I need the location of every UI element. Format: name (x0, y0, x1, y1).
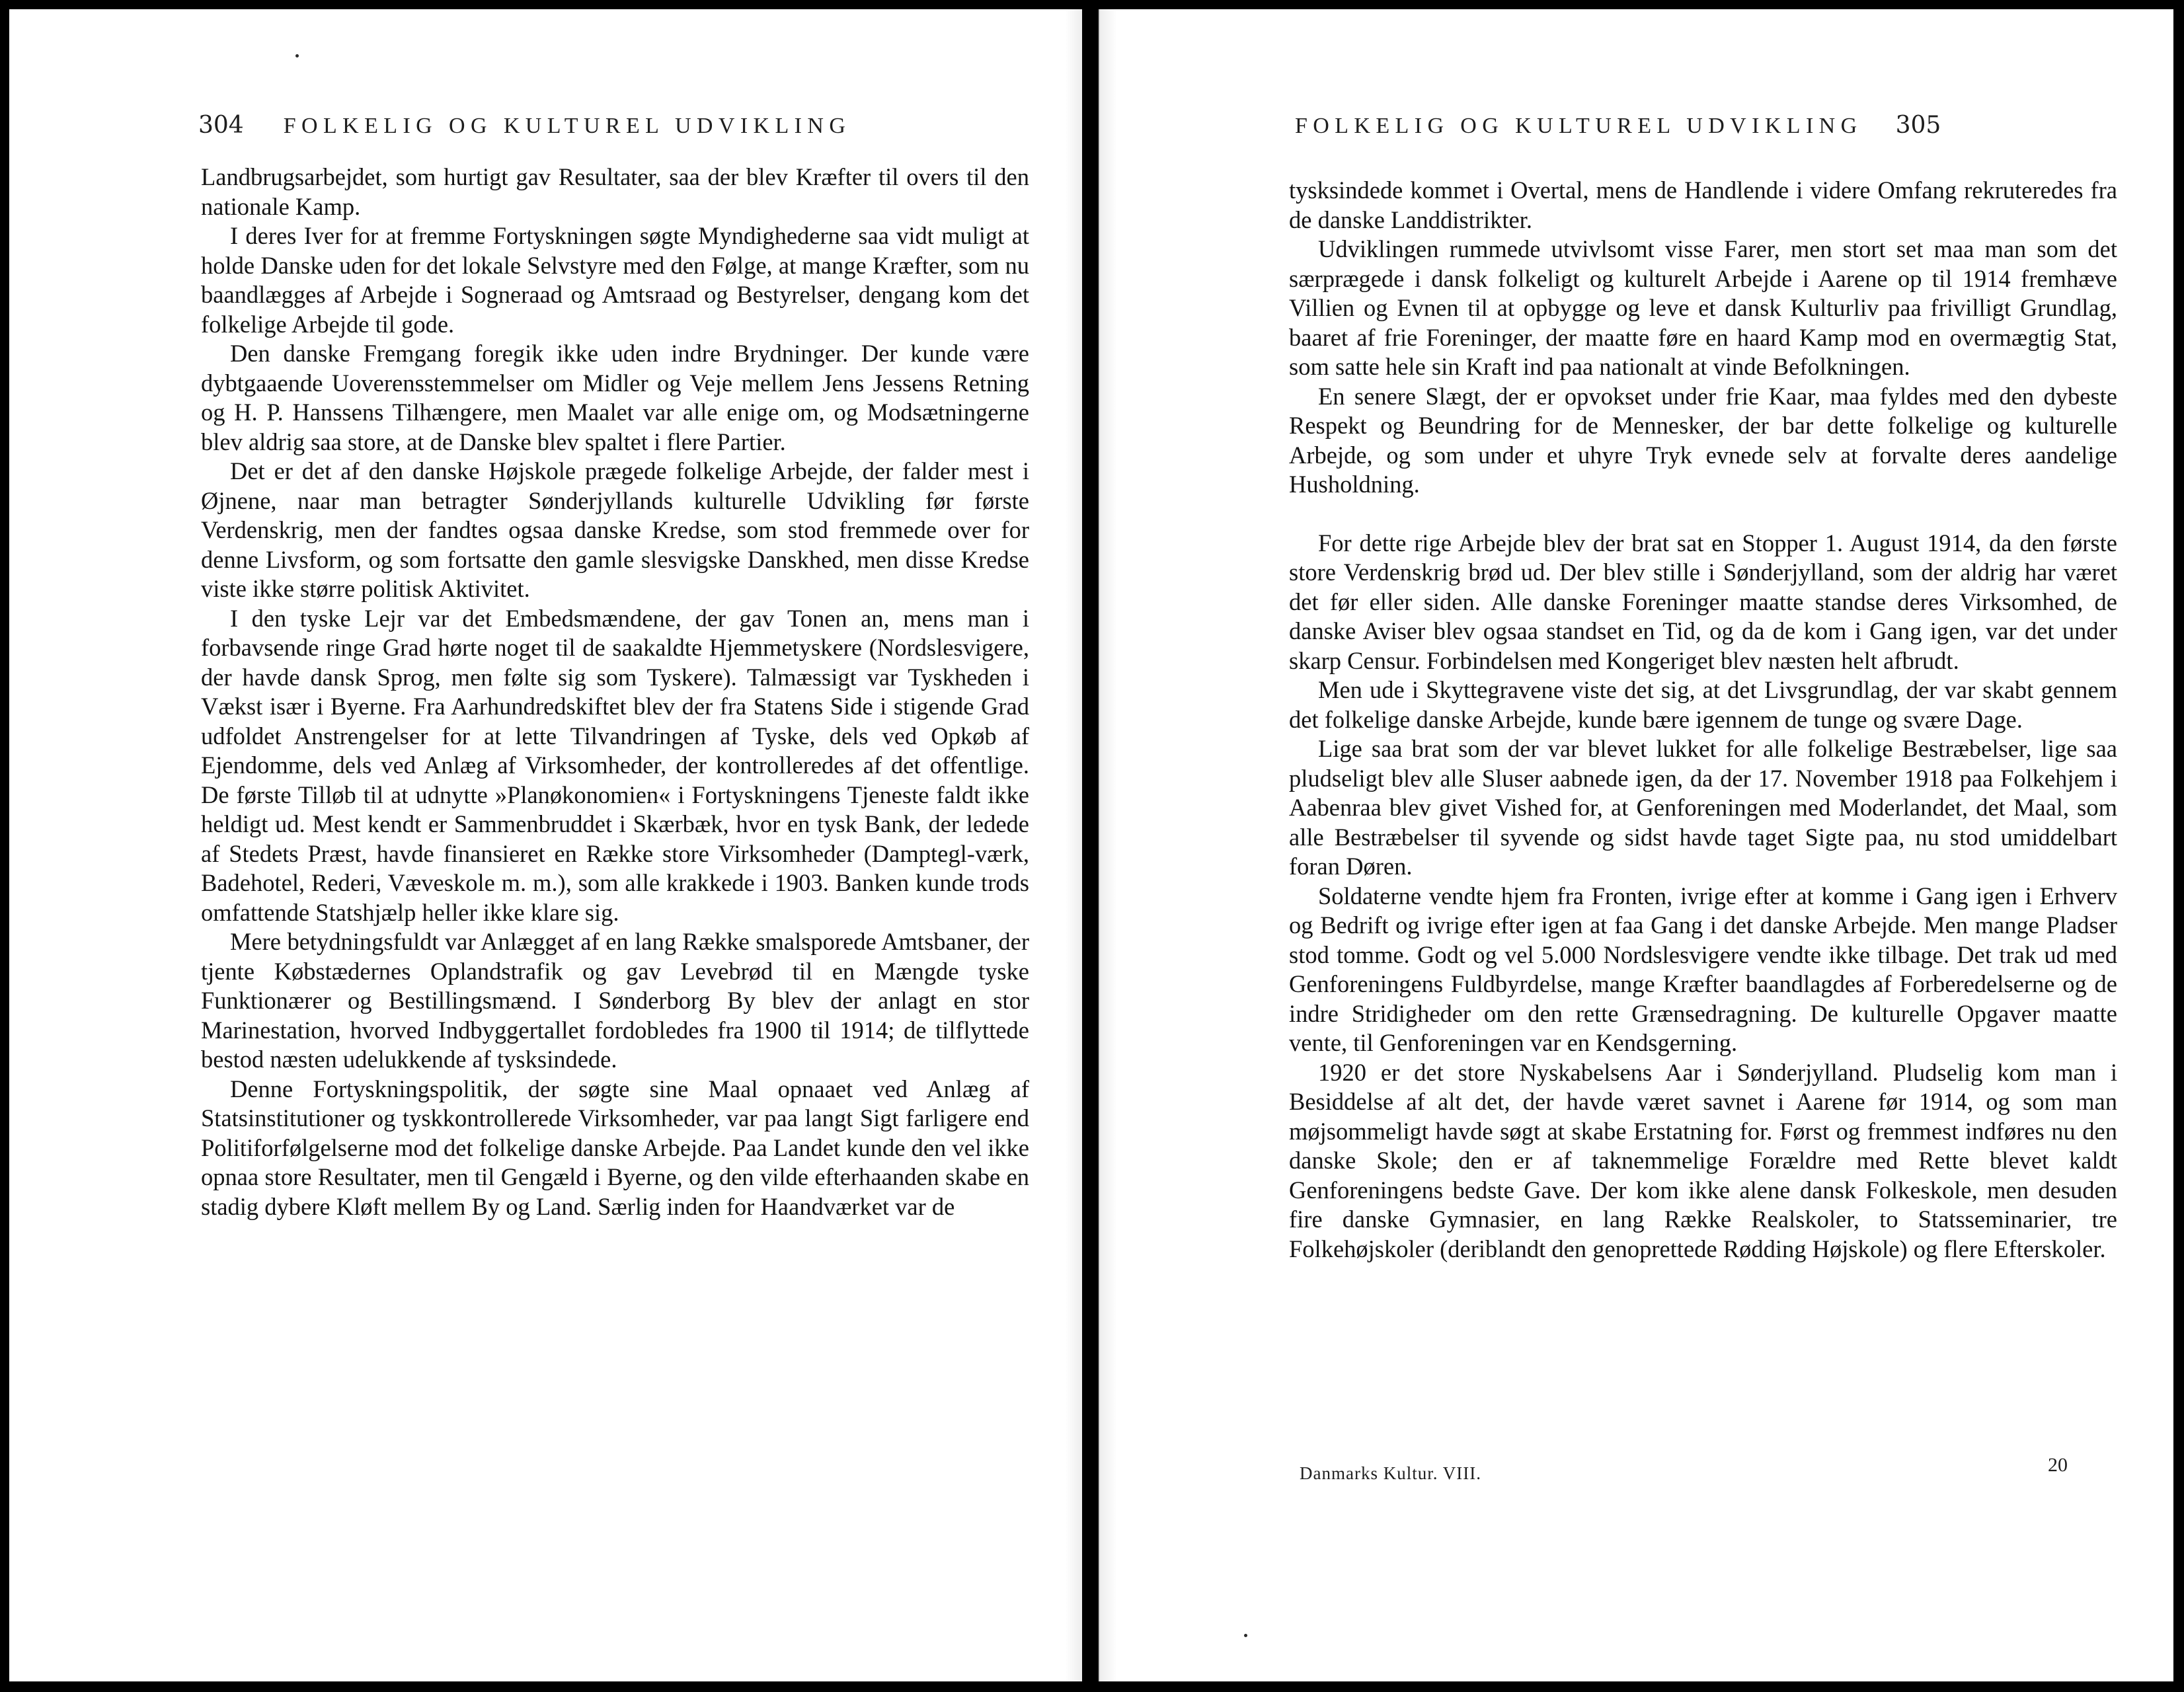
signature-mark: 20 (2048, 1454, 2068, 1476)
paragraph: Men ude i Skyttegravene viste det sig, at det Livsgrundlag, der var skabt gennem det folkelige danske Arbejde, kunde bære igennem de tunge og svære Dage. (1289, 676, 2117, 733)
paragraph: Det er det af den danske Højskole prægede folkelige Arbejde, der falder mest i Øjnene, naar man betragter Sønderjyllands kulturelle Udvikling før første Verdenskrig, men der fandtes ogsaa danske Kredse, som stod fremmede over for denne Livsform, og som fortsatte den gamle slesvigske Danskhed, men disse Kredse viste ikke større politisk Aktivitet. (201, 457, 1029, 602)
gutter-shadow (1065, 9, 1082, 1681)
paragraph: I den tyske Lejr var det Embedsmændene, der gav Tonen an, mens man i forbavsende ringe Grad hørte noget til de saakaldte Hjemmetyskere (Nordslesvigere, der havde dansk Sprog, men følte sig som Tyskere). Talmæssigt var Tyskheden i Vækst især i Byerne. Fra Aarhundredskiftet blev der fra Statens Side i stigende Grad udfoldet Anstrengelser for at lette Tilvandringen af Tyske, dels ved Opkøb af Ejendomme, dels ved Anlæg af Virksomheder, der kontrolleredes af det offentlige. De første Tilløb til at udnytte »Planøkonomien« i Fortyskningens Tjeneste faldt ikke heldigt ud. Mest kendt er Sammenbruddet i Skærbæk, hvor en tysk Bank, der ledede af Stedets Præst, havde finansieret en Række store Virksomheder (Damptegl-værk, Badehotel, Rederi, Væveskole m. m.), som alle krakkede i 1903. Banken kunde trods omfattende Statshjælp heller ikke klare sig. (201, 604, 1029, 926)
gutter-shadow (1100, 9, 1117, 1681)
ink-speck (295, 54, 299, 58)
running-head-title: FOLKELIG OG KULTUREL UDVIKLING (283, 114, 851, 138)
page-number: 304 (198, 112, 244, 139)
ink-speck (1244, 1634, 1247, 1637)
running-head (1295, 112, 1941, 139)
body-text (201, 163, 1029, 1221)
paragraph: Denne Fortyskningspolitik, der søgte sine Maal opnaaet ved Anlæg af Statsinstitutioner og tyskkontrollerede Virksomheder, var paa langt Sigt farligere end Politiforfølgelserne mod det folkelige danske Arbejde. Paa Landet kunde den vel ikke opnaa store Resultater, men til Gengæld i Byerne, og den vilde efterhaanden skabe en stadig dybere Kløft mellem By og Land. Særlig inden for Haandværket var de (201, 1075, 1029, 1220)
footer-book-title: Danmarks Kultur. VIII. (1300, 1463, 1481, 1483)
left-page (9, 9, 1082, 1681)
paragraph: Landbrugsarbejdet, som hurtigt gav Resultater, saa der blev Kræfter til overs til den nationale Kamp. (201, 163, 1029, 220)
paragraph: En senere Slægt, der er opvokset under frie Kaar, maa fyldes med den dybeste Respekt og Beundring for de Mennesker, der bar dette folkelige og kulturelle Arbejde, og som under et uhyre Tryk evnede selv at forvalte deres aandelige Husholdning. (1289, 382, 2117, 498)
section-break (1289, 500, 2117, 529)
paragraph: tysksindede kommet i Overtal, mens de Handlende i videre Omfang rekruteredes fra de danske Landdistrikter. (1289, 176, 2117, 233)
paragraph: I deres Iver for at fremme Fortyskningen søgte Myndighederne saa vidt muligt at holde Danske uden for det lokale Selvstyre med den Følge, at mange Kræfter, som nu baandlægges af Arbejde i Sogneraad og Amtsraad og Bestyrelser, dengang kom det folkelige Arbejde til gode. (201, 222, 1029, 338)
paragraph: Udviklingen rummede utvivlsomt visse Farer, men stort set maa man som det særprægede i dansk folkeligt og kulturelt Arbejde i Aarene op til 1914 fremhæve Villien og Evnen til at opbygge og leve et dansk Kulturliv paa frivilligt Grundlag, baaret af frie Foreninger, der maatte føre en haard Kamp mod en overmægtig Stat, som satte hele sin Kraft ind paa nationalt at vinde Befolkningen. (1289, 235, 2117, 380)
right-page (1099, 9, 2173, 1681)
paragraph: 1920 er det store Nyskabelsens Aar i Sønderjylland. Pludselig kom man i Besiddelse af alt det, der havde været savnet i Aarene før 1914, og som man møjsommeligt havde søgt at skabe Erstatning for. Først og fremmest indføres nu den danske Skole; den er af taknemmelige Forældre med Rette blevet kaldt Genforeningens bedste Gave. Der kom ikke alene dansk Folkeskole, men desuden fire danske Gymnasier, en lang Række Realskoler, to Statsseminarier, tre Folkehøjskoler (deriblandt den genoprettede Rødding Højskole) og flere Efterskoler. (1289, 1058, 2117, 1262)
paragraph: Mere betydningsfuldt var Anlægget af en lang Række smalsporede Amtsbaner, der tjente Købstædernes Oplandstrafik og gav Levebrød til en Mængde tyske Funktionærer og Bestillingsmænd. I Sønderborg By blev der anlagt en stor Marinestation, hvorved Indbyggertallet fordobledes fra 1900 til 1914; de tilflyttede bestod næsten udelukkende af tysksindede. (201, 928, 1029, 1073)
running-head (198, 112, 851, 139)
paragraph: Lige saa brat som der var blevet lukket for alle folkelige Bestræbelser, lige saa pludseligt blev alle Sluser aabnede igen, da der 17. November 1918 paa Folkehjem i Aabenraa blev givet Vished for, at Genforeningen med Moderlandet, det Maal, som alle Bestræbelser til syvende og sidst havde taget Sigte paa, nu stod umiddelbart foran Døren. (1289, 735, 2117, 880)
paragraph: Den danske Fremgang foregik ikke uden indre Brydninger. Der kunde være dybtgaaende Uoverensstemmelser om Midler og Veje mellem Jens Jessens Retning og H. P. Hanssens Tilhængere, men Maalet var alle enige om, og Modsætningerne blev aldrig saa store, at de Danske blev spaltet i flere Partier. (201, 340, 1029, 455)
body-text (1289, 176, 2117, 1264)
page-number: 305 (1895, 112, 1941, 139)
running-head-title: FOLKELIG OG KULTUREL UDVIKLING (1295, 114, 1863, 138)
paragraph: For dette rige Arbejde blev der brat sat en Stopper 1. August 1914, da den første store Verdenskrig brød ud. Der blev stille i Sønderjylland, som der aldrig har været det før eller siden. Alle danske Foreninger maatte standse deres Virksomhed, de danske Aviser blev ogsaa standset en Tid, og da de kom i Gang igen, var det under skarp Censur. Forbindelsen med Kongeriget blev næsten helt afbrudt. (1289, 529, 2117, 674)
paragraph: Soldaterne vendte hjem fra Fronten, ivrige efter at komme i Gang igen i Erhverv og Bedrift og ivrige efter igen at faa Gang i det danske Arbejde. Men mange Pladser stod tomme. Godt og vel 5.000 Nordslesvigere vendte ikke tilbage. Det trak ud med Genforeningens Fuldbyrdelse, mange Kræfter baandlagdes af Forberedelserne og de indre Stridigheder om den rette Grænsedragning. De kulturelle Opgaver maatte vente, til Genforeningen var en Kendsgerning. (1289, 882, 2117, 1056)
